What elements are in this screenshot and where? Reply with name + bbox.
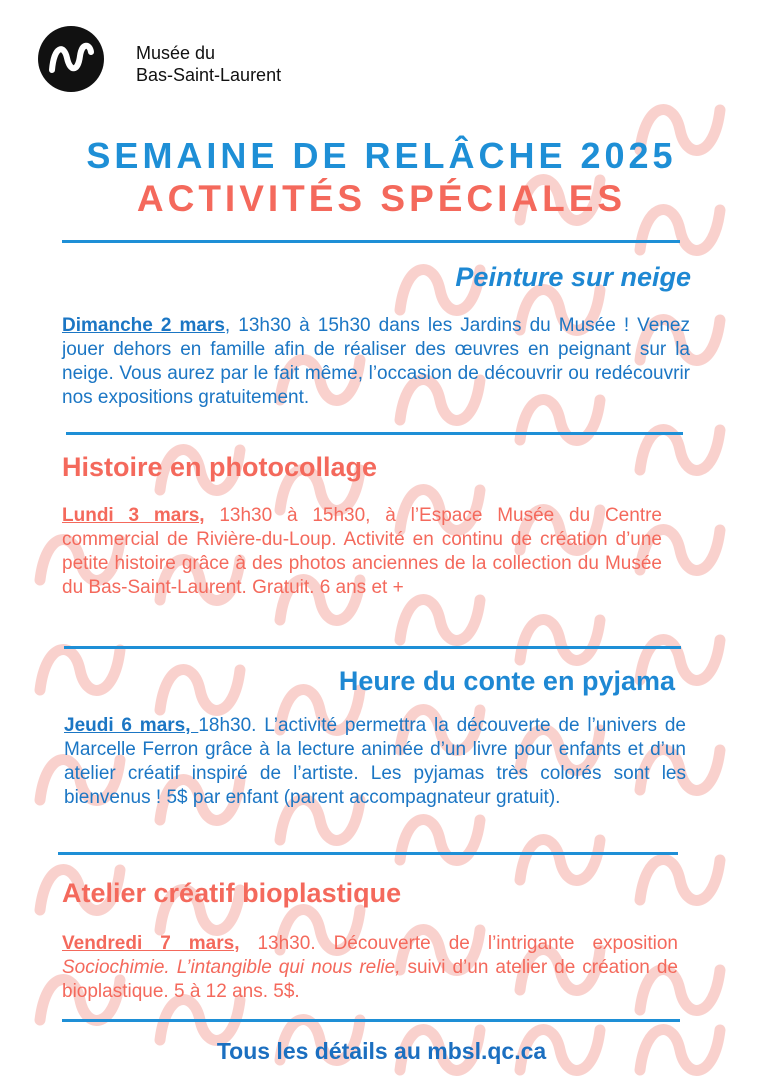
divider	[66, 432, 683, 435]
event-text-conte: 18h30. L’activité permettra la découverte de l’univers de Marcelle Ferron grâce à la lecture animée d’un livre pour enfants et d’un atelier créatif inspiré de l’artiste. Les pyjamas très colorés sont les bienvenus ! 5$ par enfant (parent accompagnateur gratuit).	[64, 715, 686, 808]
divider	[62, 240, 680, 243]
org-name-line2: Bas-Saint-Laurent	[136, 65, 282, 85]
divider	[64, 646, 681, 649]
divider	[58, 852, 678, 855]
divider	[62, 1019, 680, 1022]
event-heading-peinture: Peinture sur neige	[455, 262, 691, 292]
event-date-bioplastique: Vendredi 7 mars,	[62, 933, 240, 954]
event-heading-photocollage: Histoire en photocollage	[62, 452, 378, 482]
organization-name	[136, 42, 281, 86]
event-description-photocollage	[62, 504, 662, 600]
event-date-photocollage: Lundi 3 mars,	[62, 505, 205, 526]
page-subtitle: ACTIVITÉS SPÉCIALES	[136, 178, 627, 219]
event-description-bioplastique	[62, 932, 678, 1004]
museum-logo	[38, 26, 104, 92]
museum-wave-logo-icon	[38, 26, 104, 92]
event-description-conte	[64, 714, 686, 810]
event-text-bioplastique-1: 13h30. Découverte de l’intrigante exposition	[239, 933, 679, 954]
page-title: SEMAINE DE RELÂCHE 2025	[86, 135, 677, 176]
org-name-line1: Musée du	[136, 43, 216, 63]
event-text-peinture: , 13h30 à 15h30 dans les Jardins du Musée ! Venez jouer dehors en famille afin de réaliser des œuvres en peignant sur la neige. Vous aurez par le fait même, l’occasion de découvrir ou redécouvrir nos expositions gratuitement.	[62, 315, 691, 408]
event-heading-conte: Heure du conte en pyjama	[338, 666, 675, 696]
footer-details-link[interactable]: Tous les détails au mbsl.qc.ca	[216, 1038, 547, 1064]
event-heading-bioplastique: Atelier créatif bioplastique	[62, 878, 402, 908]
event-description-peinture	[62, 314, 690, 410]
event-text-bioplastique-2: suivi d’un atelier de création de bioplastique. 5 à 12 ans. 5$.	[62, 957, 678, 1002]
event-date-conte: Jeudi 6 mars,	[64, 715, 199, 736]
event-date-peinture: Dimanche 2 mars	[62, 315, 225, 336]
exhibition-title: Sociochimie. L’intangible qui nous relie,	[62, 957, 401, 978]
event-text-photocollage: 13h30 à 15h30, à l’Espace Musée du Centre commercial de Rivière-du-Loup. Activité en continu de création d’une petite histoire grâce à des photos anciennes de la collection du Musée du Bas-Saint-Laurent. Gratuit. 6 ans et +	[62, 505, 662, 598]
